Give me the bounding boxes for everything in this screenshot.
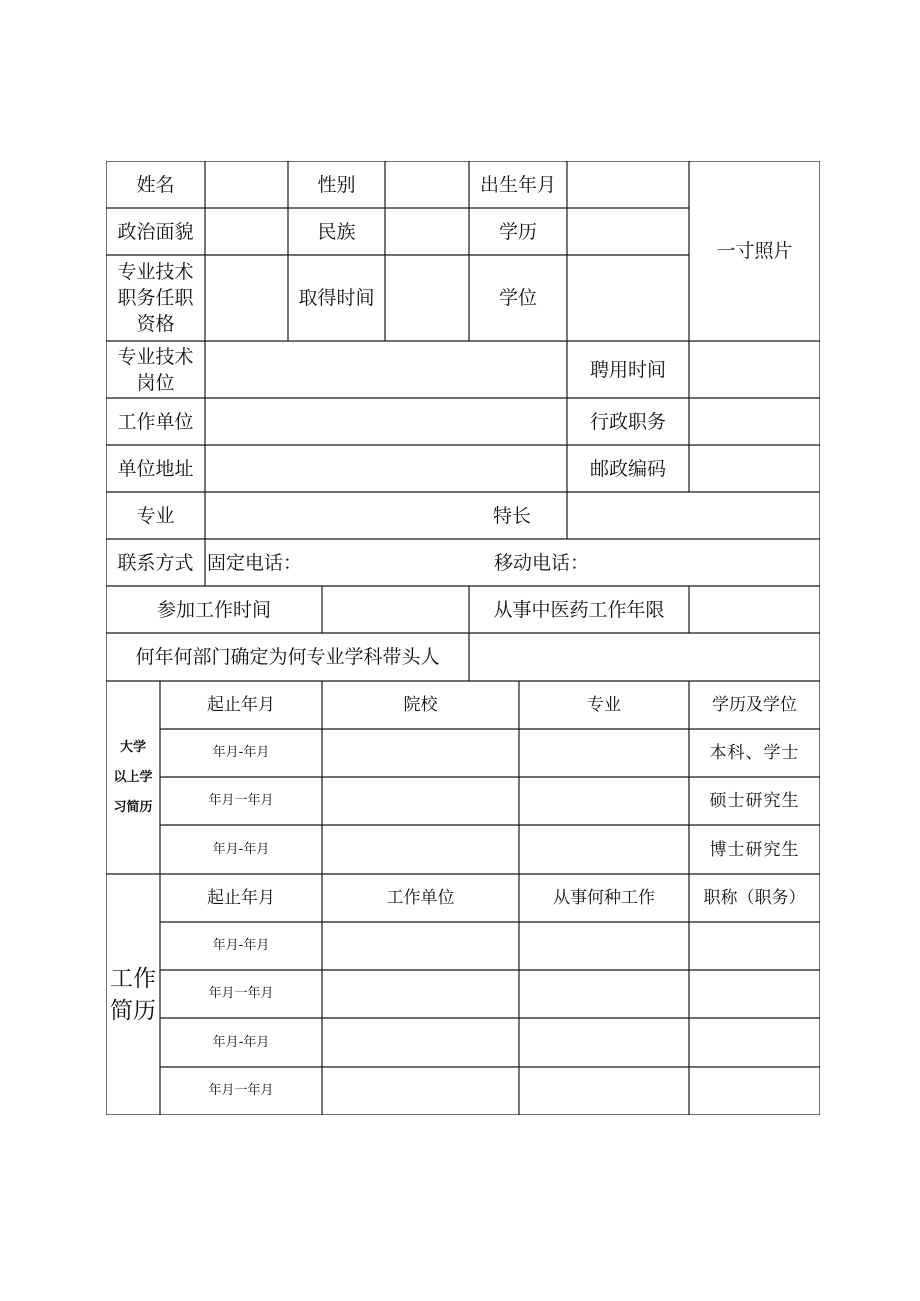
edu-row-2-major[interactable]: [519, 777, 689, 825]
work-row-1-fields[interactable]: [322, 922, 820, 970]
work-row-1-period: 年月-年月: [212, 938, 270, 953]
hire-time-label: 聘用时间: [589, 358, 666, 381]
edu-row-3-period: 年月-年月: [212, 841, 270, 857]
work-row-4-period: 年月一年月: [208, 1083, 274, 1098]
mobile-label: 移动电话：: [494, 551, 590, 574]
birth-date-field[interactable]: [567, 161, 689, 208]
registration-form: [106, 161, 820, 1115]
edu-row-3-major[interactable]: [519, 825, 689, 874]
edu-row-1-major[interactable]: [519, 729, 689, 777]
edu-header-degree: 学历及学位: [712, 695, 797, 715]
employer-field[interactable]: [205, 398, 567, 445]
postcode-label: 邮政编码: [589, 457, 666, 480]
obtain-time-label: 取得时间: [298, 287, 375, 309]
work-row-3-fields[interactable]: [322, 1018, 820, 1067]
landline-label: 固定电话：: [207, 551, 303, 574]
title-qualification-field[interactable]: [205, 255, 288, 341]
edu-row-2-degree: 硕士研究生: [709, 791, 800, 811]
edu-header-major: 专业: [587, 695, 621, 715]
work-header-employer: 工作单位: [386, 888, 455, 908]
work-row-2-period: 年月一年月: [208, 986, 274, 1001]
gender-field[interactable]: [385, 161, 469, 208]
political-status-field[interactable]: [205, 208, 288, 255]
tech-post-line-1: 专业技术: [117, 345, 194, 368]
edu-row-1-degree: 本科、学士: [709, 743, 800, 763]
edu-row-3-school[interactable]: [322, 825, 519, 874]
work-history-label: [106, 874, 160, 1115]
contact-label: 联系方式: [117, 551, 194, 574]
discipline-leader-field[interactable]: [469, 633, 820, 681]
edu-row-1-period: 年月-年月: [212, 745, 270, 760]
edu-row-2-school[interactable]: [322, 777, 519, 825]
ethnicity-field[interactable]: [385, 208, 469, 255]
work-start-label: 参加工作时间: [156, 598, 271, 621]
employer-address-field[interactable]: [205, 445, 567, 492]
education-history-line-1: 大学: [119, 739, 146, 755]
major-label: 专业: [136, 504, 175, 527]
employer-label: 工作单位: [117, 410, 194, 433]
education-history-line-3: 习简历: [113, 799, 153, 815]
title-qualification-label: [106, 255, 205, 341]
work-row-4-fields[interactable]: [322, 1067, 820, 1115]
gender-label: 性别: [317, 173, 356, 196]
edu-row-3-degree: 博士研究生: [709, 839, 800, 860]
title-qualification-line-2: 职务任职: [117, 287, 194, 309]
edu-header-period: 起止年月: [207, 695, 275, 715]
specialty-label: 特长: [492, 504, 531, 527]
work-header-period: 起止年月: [207, 888, 275, 908]
education-history-line-2: 以上学: [113, 769, 153, 785]
discipline-leader-label: 何年何部门确定为何专业学科带头人: [135, 646, 440, 668]
name-label: 姓名: [136, 173, 175, 196]
employer-address-label: 单位地址: [117, 457, 194, 480]
specialty-field[interactable]: [567, 492, 820, 539]
work-row-2-fields[interactable]: [322, 970, 820, 1018]
education-field[interactable]: [567, 208, 689, 255]
title-qualification-line-1: 专业技术: [117, 261, 194, 283]
admin-post-label: 行政职务: [589, 410, 666, 433]
tech-post-field[interactable]: [205, 341, 567, 398]
work-header-title: 职称（职务）: [703, 888, 806, 908]
photo-placeholder[interactable]: [689, 161, 820, 341]
tech-post-line-2: 岗位: [136, 371, 175, 394]
education-label: 学历: [498, 220, 537, 243]
admin-post-field[interactable]: [689, 398, 820, 445]
tech-post-label: [106, 341, 205, 398]
edu-row-1-school[interactable]: [322, 729, 519, 777]
degree-field[interactable]: [567, 255, 689, 341]
work-row-3-period: 年月-年月: [212, 1034, 270, 1050]
work-header-job: 从事何种工作: [553, 888, 655, 908]
work-history-line-2: 简历: [110, 997, 156, 1024]
work-start-field[interactable]: [322, 586, 469, 633]
political-status-label: 政治面貌: [117, 220, 194, 243]
birth-date-label: 出生年月: [479, 173, 556, 196]
obtain-time-field[interactable]: [385, 255, 469, 341]
edu-row-2-period: 年月一年月: [208, 793, 274, 808]
tcm-years-label: 从事中医药工作年限: [493, 598, 665, 621]
postcode-field[interactable]: [689, 445, 820, 492]
hire-time-field[interactable]: [689, 341, 820, 398]
name-field[interactable]: [205, 161, 288, 208]
ethnicity-label: 民族: [317, 220, 356, 243]
degree-label: 学位: [498, 287, 537, 309]
education-history-label: [106, 681, 160, 874]
title-qualification-line-3: 资格: [136, 313, 175, 335]
work-history-line-1: 工作: [110, 965, 156, 992]
edu-header-school: 院校: [403, 695, 438, 715]
tcm-years-field[interactable]: [689, 586, 820, 633]
photo-label: 一寸照片: [716, 240, 793, 262]
